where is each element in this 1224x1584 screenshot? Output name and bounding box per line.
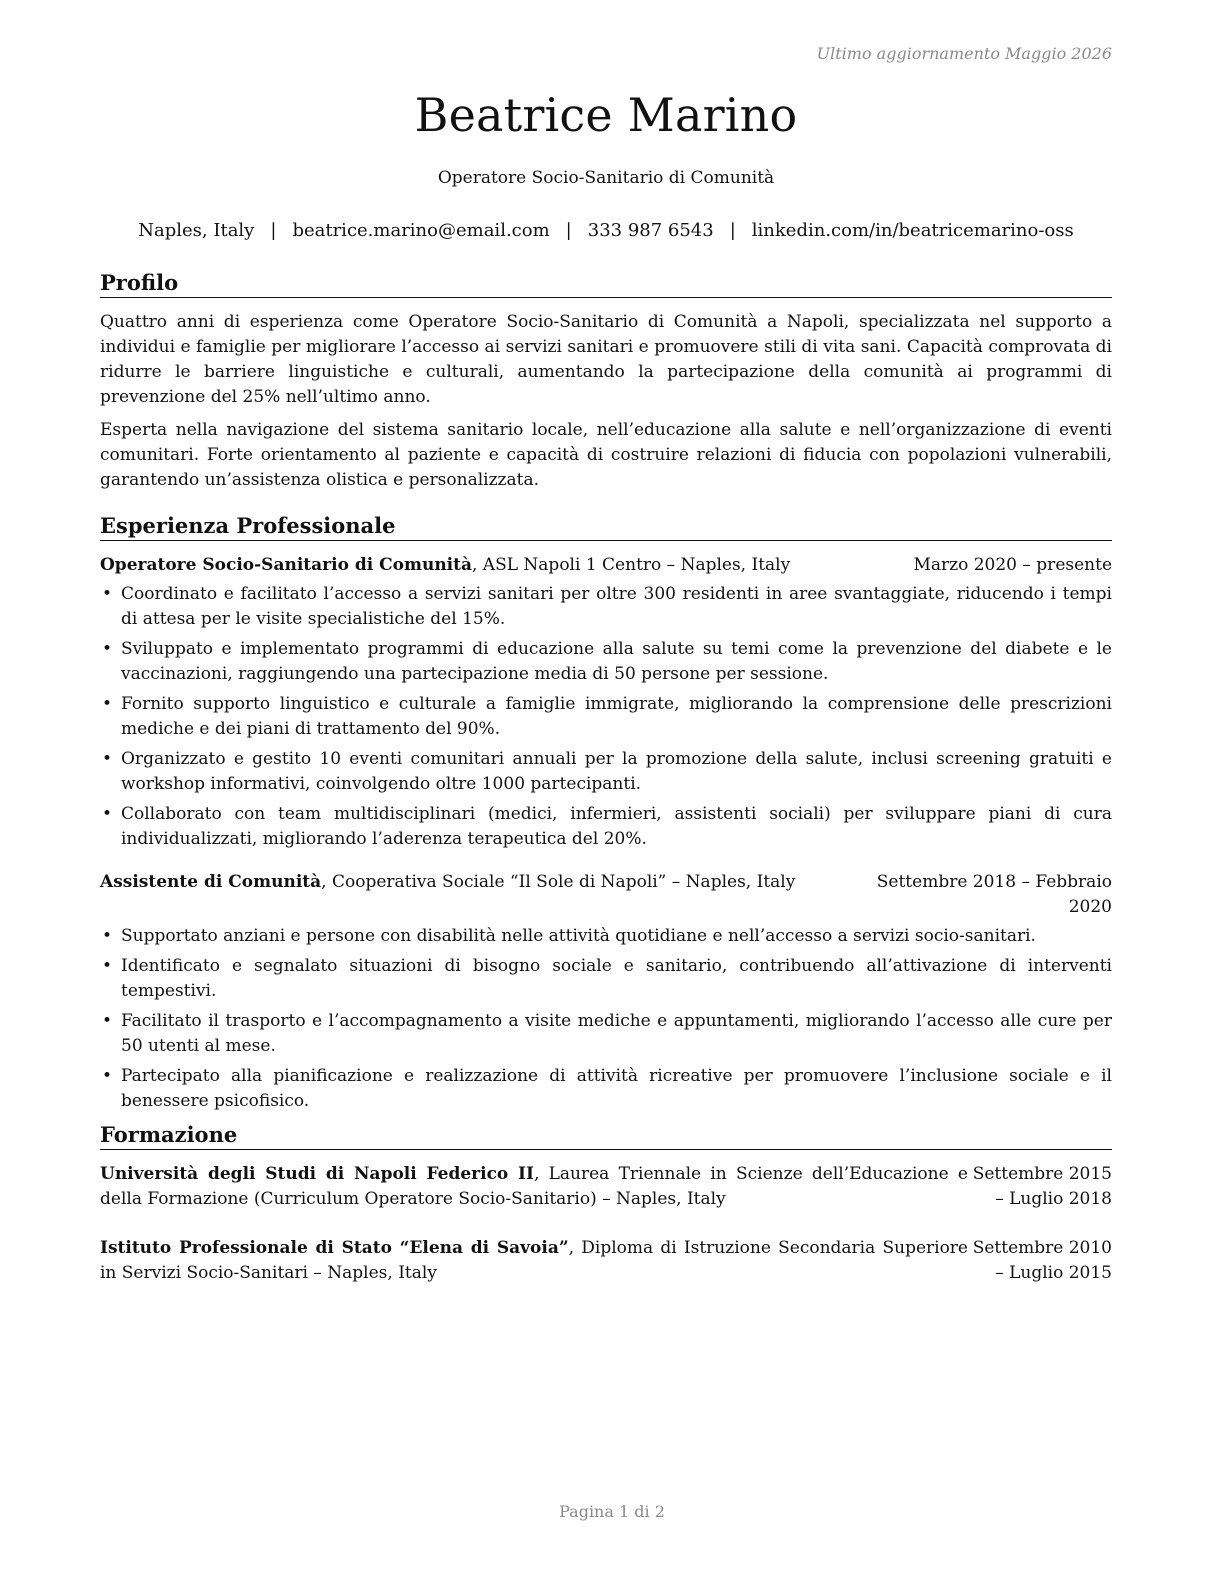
bullet-text: Fornito supporto linguistico e culturale a famiglie immigrate, migliorando la comprensione delle prescrizioni mediche e dei piani di trattamento del 90%. bbox=[121, 694, 1112, 739]
profile-paragraph: Esperta nella navigazione del sistema sanitario locale, nell’educazione alla salute e nell’organizzazione di eventi comunitari. Forte orientamento al paziente e capacità di costruire relazioni di fiducia con popolazioni vulnerabili, garantendo un’assistenza olistica e personalizzata. bbox=[100, 420, 1112, 490]
contact-location: Naples, Italy bbox=[138, 220, 255, 241]
bullet-text: Organizzato e gestito 10 eventi comunitari annuali per la promozione della salute, inclusi screening gratuiti e workshop informativi, coinvolgendo oltre 1000 partecipanti. bbox=[121, 749, 1112, 794]
contact-separator: | bbox=[270, 220, 277, 241]
job-role: Assistente di Comunità bbox=[100, 872, 322, 892]
job-entry bbox=[100, 553, 1112, 852]
bullet-text: Partecipato alla pianificazione e realizzazione di attività ricreative per promuovere l’inclusione sociale e il benessere psicofisico. bbox=[121, 1066, 1112, 1111]
bullet-icon: • bbox=[102, 694, 113, 714]
bullet-icon: • bbox=[102, 956, 113, 976]
list-item bbox=[100, 1009, 1112, 1059]
job-header bbox=[100, 553, 1112, 578]
education-degree: , Laurea Triennale in Scienze dell’Educazione e della Formazione (Curriculum Operatore Socio-Sanitario) – Naples, Italy bbox=[100, 1164, 968, 1209]
contact-separator: | bbox=[565, 220, 572, 241]
education-degree: , Diploma di Istruzione Secondaria Superiore in Servizi Socio-Sanitari – Naples, Italy bbox=[100, 1238, 968, 1283]
contact-phone: 333 987 6543 bbox=[587, 220, 714, 241]
bullet-icon: • bbox=[102, 639, 113, 659]
section-title-experience: Esperienza Professionale bbox=[100, 513, 1112, 541]
bullet-text: Collaborato con team multidisciplinari (medici, infermieri, assistenti sociali) per sviluppare piani di cura individualizzati, migliorando l’aderenza terapeutica del 20%. bbox=[121, 804, 1112, 849]
bullet-icon: • bbox=[102, 584, 113, 604]
job-entry bbox=[100, 870, 1112, 1114]
bullet-text: Supportato anziani e persone con disabilità nelle attività quotidiane e nell’accesso a servizi socio-sanitari. bbox=[121, 926, 1036, 946]
candidate-name: Beatrice Marino bbox=[414, 88, 798, 142]
education-dates: Settembre 2015 – Luglio 2018 bbox=[972, 1164, 1112, 1209]
contact-line bbox=[100, 220, 1112, 241]
bullet-icon: • bbox=[102, 1011, 113, 1031]
bullet-text: Coordinato e facilitato l’accesso a servizi sanitari per oltre 300 residenti in aree svantaggiate, riducendo i tempi di attesa per le visite specialistiche del 15%. bbox=[121, 584, 1112, 629]
section-title-profile: Profilo bbox=[100, 270, 1112, 298]
last-updated-note: Ultimo aggiornamento Maggio 2026 bbox=[816, 44, 1112, 63]
contact-separator: | bbox=[729, 220, 736, 241]
job-header bbox=[100, 870, 1112, 920]
bullet-text: Identificato e segnalato situazioni di bisogno sociale e sanitario, contribuendo all’attivazione di interventi tempestivi. bbox=[121, 956, 1112, 1001]
list-item bbox=[100, 954, 1112, 1004]
candidate-title: Operatore Socio-Sanitario di Comunità bbox=[437, 168, 775, 188]
section-title-education: Formazione bbox=[100, 1122, 1112, 1150]
education-institution: Università degli Studi di Napoli Federico II bbox=[100, 1164, 534, 1184]
profile-paragraph: Quattro anni di esperienza come Operatore Socio-Sanitario di Comunità a Napoli, specializzata nel supporto a individui e famiglie per migliorare l’accesso ai servizi sanitari e promuovere stili di vita sani. Capacità comprovata di ridurre le barriere linguistiche e culturali, aumentando la partecipazione della comunità ai programmi di prevenzione del 25% nell’ultimo anno. bbox=[100, 312, 1112, 407]
bullet-icon: • bbox=[102, 1066, 113, 1086]
job-dates: Marzo 2020 – presente bbox=[913, 555, 1112, 575]
job-organization: , ASL Napoli 1 Centro – Naples, Italy bbox=[472, 555, 791, 575]
resume-page bbox=[100, 0, 1112, 1584]
list-item bbox=[100, 924, 1112, 949]
job-dates: Settembre 2018 – Febbraio 2020 bbox=[876, 872, 1112, 917]
list-item bbox=[100, 1064, 1112, 1114]
bullet-icon: • bbox=[102, 749, 113, 769]
education-section bbox=[100, 1122, 1112, 1310]
education-entry bbox=[100, 1236, 1112, 1286]
education-dates: Settembre 2010 – Luglio 2015 bbox=[972, 1238, 1112, 1283]
page-number: Pagina 1 di 2 bbox=[559, 1502, 665, 1521]
list-item bbox=[100, 637, 1112, 687]
list-item bbox=[100, 747, 1112, 797]
list-item bbox=[100, 692, 1112, 742]
contact-linkedin[interactable]: linkedin.com/in/beatricemarino-oss bbox=[751, 220, 1074, 241]
contact-email[interactable]: beatrice.marino@email.com bbox=[292, 220, 550, 241]
education-entry bbox=[100, 1162, 1112, 1212]
job-organization: , Cooperativa Sociale “Il Sole di Napoli” – Naples, Italy bbox=[321, 872, 796, 892]
bullet-text: Facilitato il trasporto e l’accompagnamento a visite mediche e appuntamenti, migliorando l’accesso alle cure per 50 utenti al mese. bbox=[121, 1011, 1112, 1056]
list-item bbox=[100, 582, 1112, 632]
profile-section bbox=[100, 270, 1112, 501]
job-bullets bbox=[100, 924, 1112, 1114]
bullet-text: Sviluppato e implementato programmi di educazione alla salute su temi come la prevenzione del diabete e le vaccinazioni, raggiungendo una partecipazione media di 50 persone per sessione. bbox=[121, 639, 1112, 684]
education-institution: Istituto Professionale di Stato “Elena di Savoia” bbox=[100, 1238, 569, 1258]
list-item bbox=[100, 802, 1112, 852]
job-role: Operatore Socio-Sanitario di Comunità bbox=[100, 555, 472, 575]
experience-section bbox=[100, 513, 1112, 1119]
bullet-icon: • bbox=[102, 804, 113, 824]
job-bullets bbox=[100, 582, 1112, 852]
bullet-icon: • bbox=[102, 926, 113, 946]
